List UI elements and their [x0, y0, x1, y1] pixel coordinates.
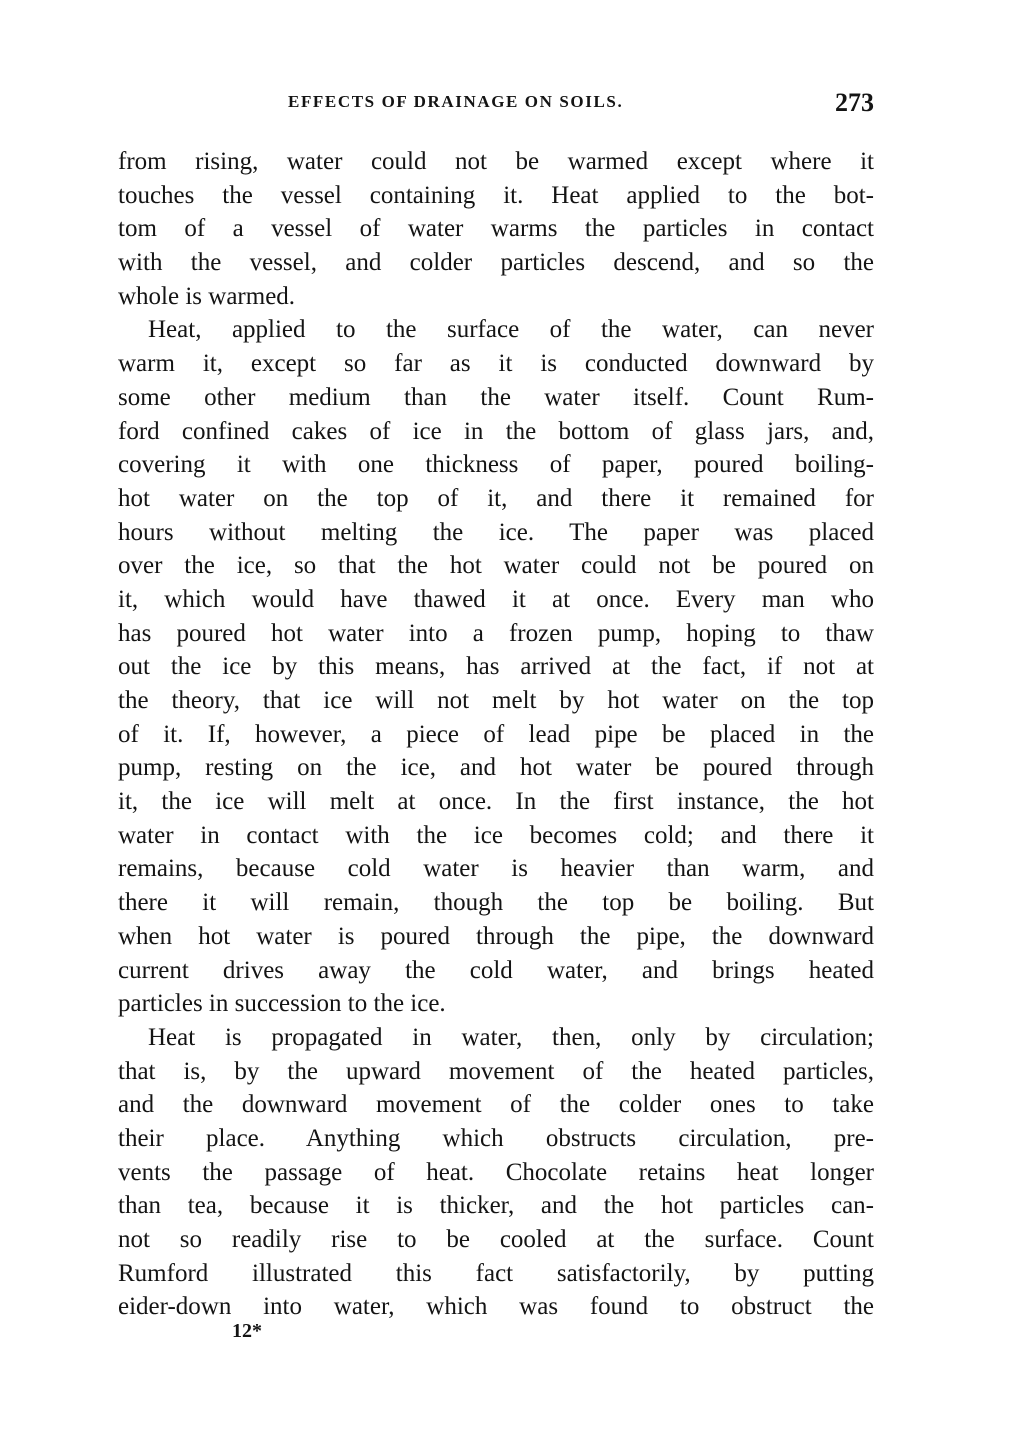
- page-header: [118, 88, 874, 120]
- paragraph-continued: [118, 145, 874, 313]
- text-line: pump, resting on the ice, and hot water be poured through: [118, 754, 874, 782]
- text-line: out the ice by this means, has arrived at the fact, if not at: [118, 653, 874, 681]
- text-line: covering it with one thickness of paper, poured boiling-: [118, 451, 874, 479]
- page-number: 273: [835, 88, 874, 117]
- text-line: hours without melting the ice. The paper was placed: [118, 518, 874, 546]
- text-line: their place. Anything which obstructs circulation, pre-: [118, 1124, 874, 1152]
- text-line: it, which would have thawed it at once. Every man who: [118, 585, 874, 613]
- text-line: hot water on the top of it, and there it remained for: [118, 484, 874, 512]
- text-line: that is, by the upward movement of the heated particles,: [118, 1057, 874, 1085]
- text-line: Heat, applied to the surface of the water, can never: [148, 316, 874, 344]
- text-line: Heat is propagated in water, then, only by circulation;: [148, 1023, 874, 1051]
- text-line: with the vessel, and colder particles descend, and so the: [118, 249, 874, 277]
- text-line: warm it, except so far as it is conducted downward by: [118, 350, 874, 378]
- text-line: vents the passage of heat. Chocolate retains heat longer: [118, 1158, 874, 1186]
- running-head: EFFECTS OF DRAINAGE ON SOILS.: [288, 92, 624, 111]
- text-line: ford confined cakes of ice in the bottom of glass jars, and,: [118, 417, 874, 445]
- text-line: there it will remain, though the top be boiling. But: [118, 889, 874, 917]
- text-line: not so readily rise to be cooled at the surface. Count: [118, 1226, 874, 1253]
- text-line: the theory, that ice will not melt by hot water on the top: [118, 687, 874, 714]
- text-line: Rumford illustrated this fact satisfactorily, by putting: [118, 1259, 874, 1287]
- text-line: eider-down into water, which was found to obstruct the: [118, 1293, 874, 1321]
- text-line: than tea, because it is thicker, and the hot particles can-: [118, 1192, 874, 1220]
- text-line: over the ice, so that the hot water could not be poured on: [118, 552, 874, 580]
- paragraph-rumford-ice: [118, 313, 874, 1020]
- text-line: some other medium than the water itself. Count Rum-: [118, 383, 874, 411]
- text-line: remains, because cold water is heavier than warm, and: [118, 855, 874, 883]
- body-text: [118, 145, 874, 1324]
- text-line: whole is warmed.: [118, 282, 296, 310]
- text-line: tom of a vessel of water warms the particles in contact: [118, 215, 874, 243]
- text-line: touches the vessel containing it. Heat applied to the bot-: [118, 181, 874, 209]
- text-line: it, the ice will melt at once. In the first instance, the hot: [118, 788, 874, 816]
- text-line: when hot water is poured through the pipe, the downward: [118, 922, 874, 950]
- signature-mark: 12*: [232, 1320, 262, 1342]
- paragraph-circulation: [118, 1021, 874, 1324]
- text-line: water in contact with the ice becomes cold; and there it: [118, 821, 874, 849]
- text-line: current drives away the cold water, and brings heated: [118, 956, 874, 984]
- text-line: has poured hot water into a frozen pump, hoping to thaw: [118, 619, 874, 647]
- text-line: from rising, water could not be warmed except where it: [118, 148, 874, 175]
- text-line: particles in succession to the ice.: [118, 990, 446, 1018]
- text-line: and the downward movement of the colder ones to take: [118, 1091, 874, 1119]
- text-line: of it. If, however, a piece of lead pipe be placed in the: [118, 720, 874, 748]
